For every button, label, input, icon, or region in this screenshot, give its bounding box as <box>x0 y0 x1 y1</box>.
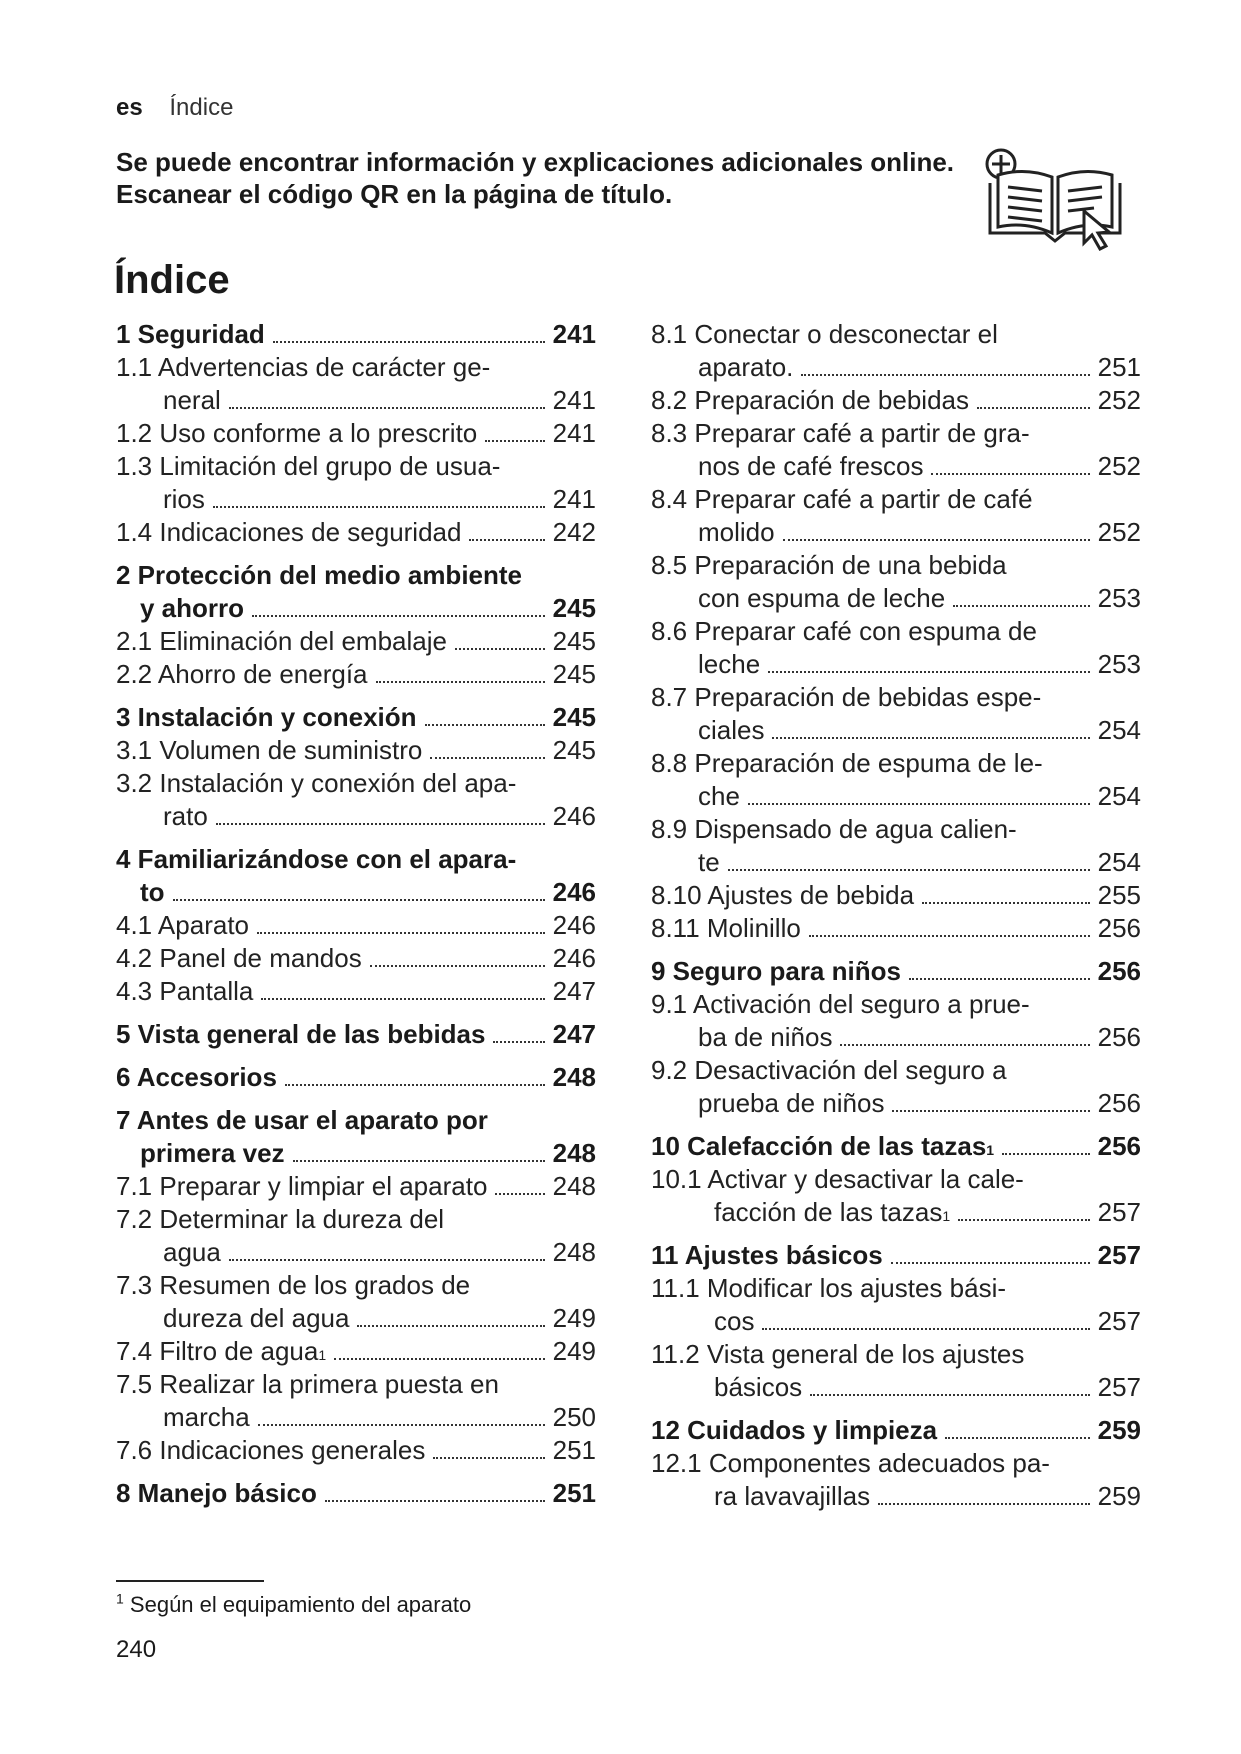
leader-dots <box>493 1041 544 1043</box>
toc-page-number: 257 <box>1097 1240 1141 1270</box>
toc-entry-label: 2.2 Ahorro de energía <box>116 659 368 689</box>
leader-dots <box>293 1160 545 1162</box>
toc-entry-line <box>116 800 596 833</box>
toc-section-entry[interactable] <box>651 747 1141 813</box>
toc-entry-line <box>651 1305 1141 1338</box>
leader-dots <box>433 1457 544 1459</box>
toc-entry-line <box>116 1061 596 1094</box>
toc-page-number: 251 <box>552 1478 596 1508</box>
toc-chapter-entry[interactable] <box>116 843 596 909</box>
toc-entry-label-line2: ba de niños <box>698 1022 833 1052</box>
toc-section-entry[interactable] <box>116 417 596 450</box>
header-section: Índice <box>169 94 234 121</box>
toc-entry-line <box>651 351 1141 384</box>
toc-entry-label-line2: básicos <box>714 1372 803 1402</box>
toc-entry-line <box>651 450 1141 483</box>
toc-entry-label-line1: 8.4 Preparar café a partir de café <box>651 484 1033 514</box>
toc-page-number: 254 <box>1097 847 1141 877</box>
toc-entry-line <box>651 582 1141 615</box>
toc-page-number: 256 <box>1097 1131 1141 1161</box>
toc-entry-label-line2: marcha <box>163 1402 250 1432</box>
leader-dots <box>273 341 545 343</box>
leader-dots <box>252 615 545 617</box>
leader-dots <box>810 1394 1089 1396</box>
toc-entry-line <box>116 1302 596 1335</box>
toc-section-entry[interactable] <box>651 988 1141 1054</box>
toc-entry-line <box>116 1477 596 1510</box>
toc-entry-line <box>116 1170 596 1203</box>
toc-section-entry[interactable] <box>651 483 1141 549</box>
leader-dots <box>213 506 545 508</box>
toc-entry-label-line2: to <box>140 877 165 907</box>
toc-entry-label-line2: cos <box>714 1306 755 1336</box>
toc-section-entry[interactable] <box>651 1272 1141 1338</box>
leader-dots <box>258 1424 545 1426</box>
leader-dots <box>958 1219 1089 1221</box>
toc-entry-label: 8 Manejo básico <box>116 1478 317 1508</box>
toc-entry-line <box>116 516 596 549</box>
toc-entry-label: 3.1 Volumen de suministro <box>116 735 423 765</box>
toc-entry-label-line2: neral <box>163 385 221 415</box>
toc-entry-line <box>116 318 596 351</box>
toc-chapter-entry[interactable] <box>651 955 1141 988</box>
toc-entry-label: 5 Vista general de las bebidas <box>116 1019 486 1049</box>
toc-page-number: 246 <box>552 801 596 831</box>
toc-page-number: 245 <box>552 702 596 732</box>
toc-entry-label-line2: rios <box>163 484 205 514</box>
leader-dots <box>801 374 1089 376</box>
toc-chapter-entry[interactable] <box>651 1414 1141 1447</box>
toc-entry-label: 8.2 Preparación de bebidas <box>651 385 970 415</box>
toc-page-number: 242 <box>552 517 596 547</box>
toc-page-number: 259 <box>1097 1481 1141 1511</box>
toc-section-entry[interactable] <box>116 658 596 691</box>
leader-dots <box>768 671 1089 673</box>
toc-entry-label-line2: rato <box>163 801 208 831</box>
toc-entry-label-line2: primera vez <box>140 1138 285 1168</box>
leader-dots <box>257 932 545 934</box>
toc-section-entry[interactable] <box>116 1368 596 1434</box>
toc-page-number: 252 <box>1097 517 1141 547</box>
toc-entry-line <box>116 909 596 942</box>
leader-dots <box>931 473 1089 475</box>
toc-entry-label: 7.1 Preparar y limpiar el aparato <box>116 1171 488 1201</box>
toc-section-entry[interactable] <box>651 1338 1141 1404</box>
toc-page-number: 241 <box>552 484 596 514</box>
toc-entry-line <box>116 658 596 691</box>
toc-page-number: 256 <box>1097 913 1141 943</box>
toc-page-number: 252 <box>1097 385 1141 415</box>
toc-section-entry[interactable] <box>116 450 596 516</box>
toc-section-entry[interactable] <box>116 625 596 658</box>
toc-entry-line <box>651 516 1141 549</box>
toc-entry-line <box>651 384 1141 417</box>
toc-entry-label-line1: 8.1 Conectar o desconectar el <box>651 319 998 349</box>
toc-entry-line <box>651 1414 1141 1447</box>
leader-dots <box>783 539 1090 541</box>
footnote <box>116 1592 471 1618</box>
toc-page-number: 251 <box>552 1435 596 1465</box>
leader-dots <box>430 757 544 759</box>
leader-dots <box>469 539 544 541</box>
toc-entry-line: 7.4 Filtro de agua 1 249 <box>116 1336 596 1366</box>
toc-page-number: 241 <box>552 319 596 349</box>
leader-dots <box>953 605 1089 607</box>
toc-section-entry[interactable] <box>651 417 1141 483</box>
toc-entry-line <box>651 879 1141 912</box>
footnote-text: Según el equipamiento del aparato <box>129 1592 472 1617</box>
leader-dots <box>772 737 1089 739</box>
toc-section-entry[interactable] <box>651 384 1141 417</box>
toc-page-number: 245 <box>552 735 596 765</box>
toc-entry-label-line2: nos de café frescos <box>698 451 924 481</box>
toc-page-number: 248 <box>552 1062 596 1092</box>
toc-page-number: 249 <box>552 1303 596 1333</box>
leader-dots <box>370 965 545 967</box>
leader-dots <box>977 407 1090 409</box>
toc-chapter-entry[interactable] <box>116 1018 596 1051</box>
toc-section-entry[interactable] <box>651 1054 1141 1120</box>
toc-entry-label-line2: y ahorro <box>140 593 245 623</box>
toc-entry-label-line1: 8.3 Preparar café a partir de gra- <box>651 418 1030 448</box>
toc-entry-line <box>651 1480 1141 1513</box>
toc-section-entry[interactable] <box>651 879 1141 912</box>
toc-section-entry[interactable] <box>116 516 596 549</box>
toc-entry-label: 1.4 Indicaciones de seguridad <box>116 517 462 547</box>
leader-dots <box>216 823 545 825</box>
toc-entry-line <box>116 1236 596 1269</box>
toc-page-number: 253 <box>1097 649 1141 679</box>
toc-section-entry[interactable] <box>651 549 1141 615</box>
toc-entry-label-line1: 2 Protección del medio ambiente <box>116 560 522 590</box>
language-code: es <box>116 94 143 121</box>
toc-page-number: 246 <box>552 943 596 973</box>
toc-entry-line <box>651 648 1141 681</box>
toc-page-number: 251 <box>1097 352 1141 382</box>
leader-dots <box>229 1259 545 1261</box>
toc-entry-label: 3 Instalación y conexión <box>116 702 417 732</box>
toc-section-entry[interactable] <box>116 1335 596 1368</box>
toc-entry-label: 9 Seguro para niños <box>651 956 901 986</box>
toc-page-number: 256 <box>1097 1022 1141 1052</box>
toc-section-entry[interactable] <box>116 734 596 767</box>
leader-dots <box>334 1358 544 1360</box>
toc-entry-label-line1: 9.2 Desactivación del seguro a <box>651 1055 1007 1085</box>
toc-page-number: 259 <box>1097 1415 1141 1445</box>
toc-entry-label: 8.11 Molinillo <box>651 913 801 943</box>
toc-entry-line <box>116 876 596 909</box>
toc-chapter-entry[interactable] <box>651 1130 1141 1163</box>
toc-entry-label-line1: 8.8 Preparación de espuma de le- <box>651 748 1043 778</box>
toc-entry-line <box>116 975 596 1008</box>
toc-entry-label: 6 Accesorios <box>116 1062 277 1092</box>
toc-right-column <box>651 318 1141 1513</box>
toc-page-number: 249 <box>552 1336 596 1366</box>
toc-chapter-entry[interactable] <box>116 559 596 625</box>
toc-entry-line <box>651 1087 1141 1120</box>
toc-entry-line <box>651 1021 1141 1054</box>
toc-page-number: 254 <box>1097 715 1141 745</box>
toc-entry-line <box>651 1239 1141 1272</box>
toc-entry-label-line2: aparato. <box>698 352 794 382</box>
toc-entry-line <box>651 912 1141 945</box>
toc-entry-label-line1: 11.1 Modificar los ajustes bási- <box>651 1273 1007 1303</box>
toc-entry-label-line1: 4 Familiarizándose con el apara- <box>116 844 517 874</box>
toc-page-number: 241 <box>552 385 596 415</box>
toc-chapter-entry[interactable] <box>116 1477 596 1510</box>
leader-dots <box>878 1503 1090 1505</box>
toc-entry-label: 1.2 Uso conforme a lo prescrito <box>116 418 478 448</box>
toc-entry-label-line1: 9.1 Activación del seguro a prue- <box>651 989 1030 1019</box>
toc-entry-label: 8.10 Ajustes de bebida <box>651 880 915 910</box>
toc-entry-line <box>116 1018 596 1051</box>
toc-page-number: 257 <box>1097 1372 1141 1402</box>
toc-page-number: 257 <box>1097 1306 1141 1336</box>
leader-dots <box>891 1262 1090 1264</box>
toc-section-entry[interactable] <box>116 909 596 942</box>
toc-entry-line <box>116 942 596 975</box>
toc-page-number: 245 <box>552 593 596 623</box>
toc-entry-line <box>116 1137 596 1170</box>
toc-chapter-entry[interactable] <box>116 701 596 734</box>
leader-dots <box>485 440 544 442</box>
toc-page-number: 257 <box>1097 1197 1141 1227</box>
toc-entry-line <box>651 846 1141 879</box>
toc-section-entry[interactable] <box>116 1170 596 1203</box>
toc-left-column <box>116 318 596 1510</box>
toc-section-entry[interactable] <box>116 1269 596 1335</box>
toc-entry-label: 2.1 Eliminación del embalaje <box>116 626 447 656</box>
toc-page-number: 254 <box>1097 781 1141 811</box>
toc-page-number: 247 <box>552 976 596 1006</box>
toc-page-number: 253 <box>1097 583 1141 613</box>
toc-entry-label-line1: 7 Antes de usar el aparato por <box>116 1105 488 1135</box>
toc-entry-label: 4.3 Pantalla <box>116 976 254 1006</box>
toc-entry-label: 4.2 Panel de mandos <box>116 943 362 973</box>
toc-entry-label: 4.1 Aparato <box>116 910 249 940</box>
toc-chapter-entry[interactable] <box>116 1104 596 1170</box>
toc-section-entry[interactable] <box>116 975 596 1008</box>
toc-entry-label-line2: dureza del agua <box>163 1303 350 1333</box>
intro-text: Se puede encontrar información y explicaciones adicionales online. Escanear el código QR en la página de título. <box>116 147 955 209</box>
toc-section-entry[interactable] <box>116 1434 596 1467</box>
toc-entry-label-line1: 8.9 Dispensado de agua calien- <box>651 814 1017 844</box>
leader-dots <box>357 1325 544 1327</box>
leader-dots <box>1002 1153 1090 1155</box>
toc-entry-label-line2: te <box>698 847 720 877</box>
toc-entry-line <box>116 701 596 734</box>
toc-entry-line: 10 Calefacción de las tazas 1 256 <box>651 1131 1141 1161</box>
online-manual-icon <box>980 145 1130 263</box>
toc-entry-line <box>116 1434 596 1467</box>
toc-entry-line <box>116 384 596 417</box>
toc-page-number: 241 <box>552 418 596 448</box>
toc-entry-label-line2: facción de las tazas <box>714 1197 943 1227</box>
toc-section-entry[interactable] <box>651 1163 1141 1229</box>
toc-section-entry[interactable] <box>651 318 1141 384</box>
toc-page-number: 245 <box>552 626 596 656</box>
toc-entry-label-line1: 3.2 Instalación y conexión del apa- <box>116 768 517 798</box>
toc-page-number: 248 <box>552 1171 596 1201</box>
leader-dots <box>173 899 545 901</box>
toc-entry-label-line2: che <box>698 781 740 811</box>
leader-dots <box>728 869 1090 871</box>
toc-entry-label-line2: leche <box>698 649 761 679</box>
leader-dots <box>455 648 545 650</box>
toc-page-number: 248 <box>552 1237 596 1267</box>
toc-entry-label-line2: con espuma de leche <box>698 583 946 613</box>
toc-section-entry[interactable] <box>116 351 596 417</box>
running-header <box>116 94 233 122</box>
toc-entry-line <box>651 780 1141 813</box>
toc-entry-label-line1: 8.6 Preparar café con espuma de <box>651 616 1037 646</box>
leader-dots <box>809 935 1090 937</box>
toc-section-entry[interactable] <box>651 912 1141 945</box>
toc-section-entry[interactable] <box>651 813 1141 879</box>
leader-dots <box>762 1328 1089 1330</box>
toc-page-number: 245 <box>552 659 596 689</box>
toc-entry-label: 10 Calefacción de las tazas <box>651 1131 987 1161</box>
toc-entry-label-line2: molido <box>698 517 775 547</box>
toc-entry-label-line2: ciales <box>698 715 765 745</box>
toc-page-number: 247 <box>552 1019 596 1049</box>
leader-dots <box>229 407 545 409</box>
toc-page-number: 256 <box>1097 1088 1141 1118</box>
toc-entry-label: 12 Cuidados y limpieza <box>651 1415 938 1445</box>
toc-section-entry[interactable] <box>116 1203 596 1269</box>
page-title: Índice <box>114 258 230 302</box>
toc-section-entry[interactable] <box>116 942 596 975</box>
leader-dots <box>909 978 1090 980</box>
toc-entry-line <box>651 955 1141 988</box>
toc-page-number: 252 <box>1097 451 1141 481</box>
toc-entry-line <box>116 483 596 516</box>
toc-page-number: 256 <box>1097 956 1141 986</box>
toc-page-number: 246 <box>552 877 596 907</box>
toc-section-entry[interactable] <box>651 681 1141 747</box>
toc-entry-label-line1: 11.2 Vista general de los ajustes <box>651 1339 1025 1369</box>
toc-entry-label-line2: ra lavavajillas <box>714 1481 871 1511</box>
toc-entry-line <box>116 592 596 625</box>
toc-entry-label-line1: 7.2 Determinar la dureza del <box>116 1204 445 1234</box>
toc-page-number: 248 <box>552 1138 596 1168</box>
leader-dots <box>425 724 545 726</box>
footnote-mark: 1 <box>116 1590 124 1607</box>
toc-entry-line <box>651 1371 1141 1404</box>
toc-section-entry[interactable] <box>651 1447 1141 1513</box>
toc-entry-line <box>116 417 596 450</box>
toc-entry-line: facción de las tazas 1 257 <box>714 1197 1141 1227</box>
footnote-rule <box>116 1580 264 1582</box>
toc-entry-label: 7.6 Indicaciones generales <box>116 1435 426 1465</box>
toc-entry-label: 7.4 Filtro de agua <box>116 1336 319 1366</box>
toc-chapter-entry[interactable] <box>651 1239 1141 1272</box>
toc-chapter-entry[interactable] <box>116 318 596 351</box>
toc-entry-line <box>116 625 596 658</box>
toc-entry-label-line2: prueba de niños <box>698 1088 885 1118</box>
toc-section-entry[interactable] <box>651 615 1141 681</box>
leader-dots <box>285 1084 545 1086</box>
toc-page-number: 250 <box>552 1402 596 1432</box>
leader-dots <box>325 1500 545 1502</box>
page-number: 240 <box>116 1636 157 1663</box>
toc-chapter-entry[interactable] <box>116 1061 596 1094</box>
toc-entry-label-line1: 1.1 Advertencias de carácter ge- <box>116 352 491 382</box>
toc-entry-label-line1: 8.5 Preparación de una bebida <box>651 550 1007 580</box>
toc-page-number: 255 <box>1097 880 1141 910</box>
toc-section-entry[interactable] <box>116 767 596 833</box>
toc-entry-label-line1: 7.3 Resumen de los grados de <box>116 1270 471 1300</box>
toc-entry-label-line2: agua <box>163 1237 221 1267</box>
leader-dots <box>922 902 1090 904</box>
toc-entry-label-line1: 12.1 Componentes adecuados pa- <box>651 1448 1050 1478</box>
toc-entry-line <box>116 1401 596 1434</box>
leader-dots <box>376 681 545 683</box>
leader-dots <box>945 1437 1090 1439</box>
toc-entry-line <box>651 714 1141 747</box>
leader-dots <box>261 998 544 1000</box>
toc-page-number: 246 <box>552 910 596 940</box>
toc-entry-label-line1: 10.1 Activar y desactivar la cale- <box>651 1164 1024 1194</box>
leader-dots <box>840 1044 1089 1046</box>
leader-dots <box>892 1110 1089 1112</box>
toc-entry-label: 11 Ajustes básicos <box>651 1240 883 1270</box>
toc-entry-label: 1 Seguridad <box>116 319 265 349</box>
leader-dots <box>748 803 1090 805</box>
leader-dots <box>495 1193 544 1195</box>
toc-entry-label-line1: 1.3 Limitación del grupo de usua- <box>116 451 501 481</box>
toc-entry-line <box>116 734 596 767</box>
toc-entry-label-line1: 8.7 Preparación de bebidas espe- <box>651 682 1042 712</box>
toc-entry-label-line1: 7.5 Realizar la primera puesta en <box>116 1369 499 1399</box>
